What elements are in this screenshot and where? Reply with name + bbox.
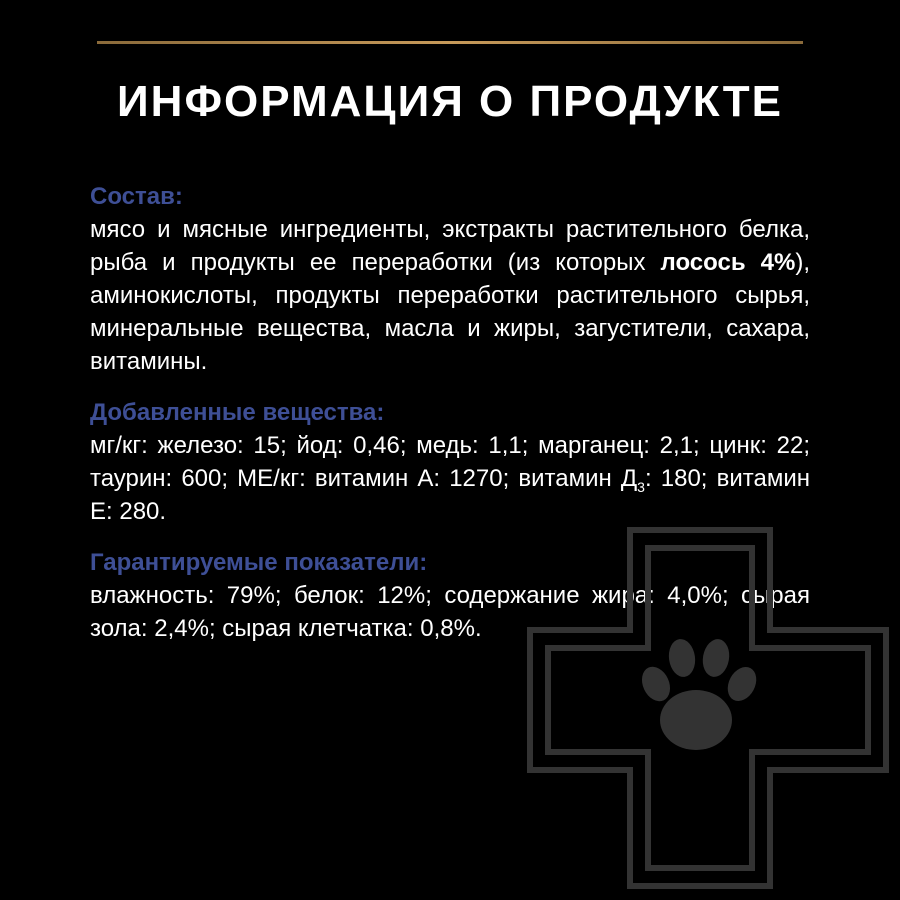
medical-cross-icon — [520, 520, 900, 900]
composition-text-end: ), аминокислоты, продукты переработки растительного сырья, минеральные вещества, масла и жиры, загустители, сахара, витамины. — [90, 249, 810, 375]
composition-text — [90, 213, 810, 378]
additives-text-end: : 180; витамин Е: 280. — [90, 465, 810, 525]
guaranteed-text: влажность: 79%; белок: 12%; содержание жира: 4,0%; сырая зола: 2,4%; сырая клетчатка: 0,8%. — [90, 582, 810, 642]
page-title: ИНФОРМАЦИЯ О ПРОДУКТЕ — [117, 77, 783, 126]
additives-heading: Добавленные вещества: — [90, 399, 385, 426]
composition-heading: Состав: — [90, 183, 183, 210]
additives-text — [90, 429, 810, 528]
vitamin-d-subscript: 3 — [637, 479, 645, 495]
salmon-highlight: лосось 4% — [660, 249, 796, 276]
composition-section — [90, 180, 810, 378]
additives-section — [90, 396, 810, 528]
guaranteed-heading: Гарантируемые показатели: — [90, 549, 428, 576]
additives-text-start: мг/кг: железо: 15; йод: 0,46; медь: 1,1; марганец: 2,1; цинк: 22; таурин: 600; МЕ/кг: витамин А: 1270; витамин Д — [90, 432, 810, 492]
composition-text-start: мясо и мясные ингредиенты, экстракты растительного белка, рыба и продукты ее переработки (из которых — [90, 216, 810, 276]
top-divider — [97, 41, 803, 44]
paw-icon — [637, 637, 762, 750]
